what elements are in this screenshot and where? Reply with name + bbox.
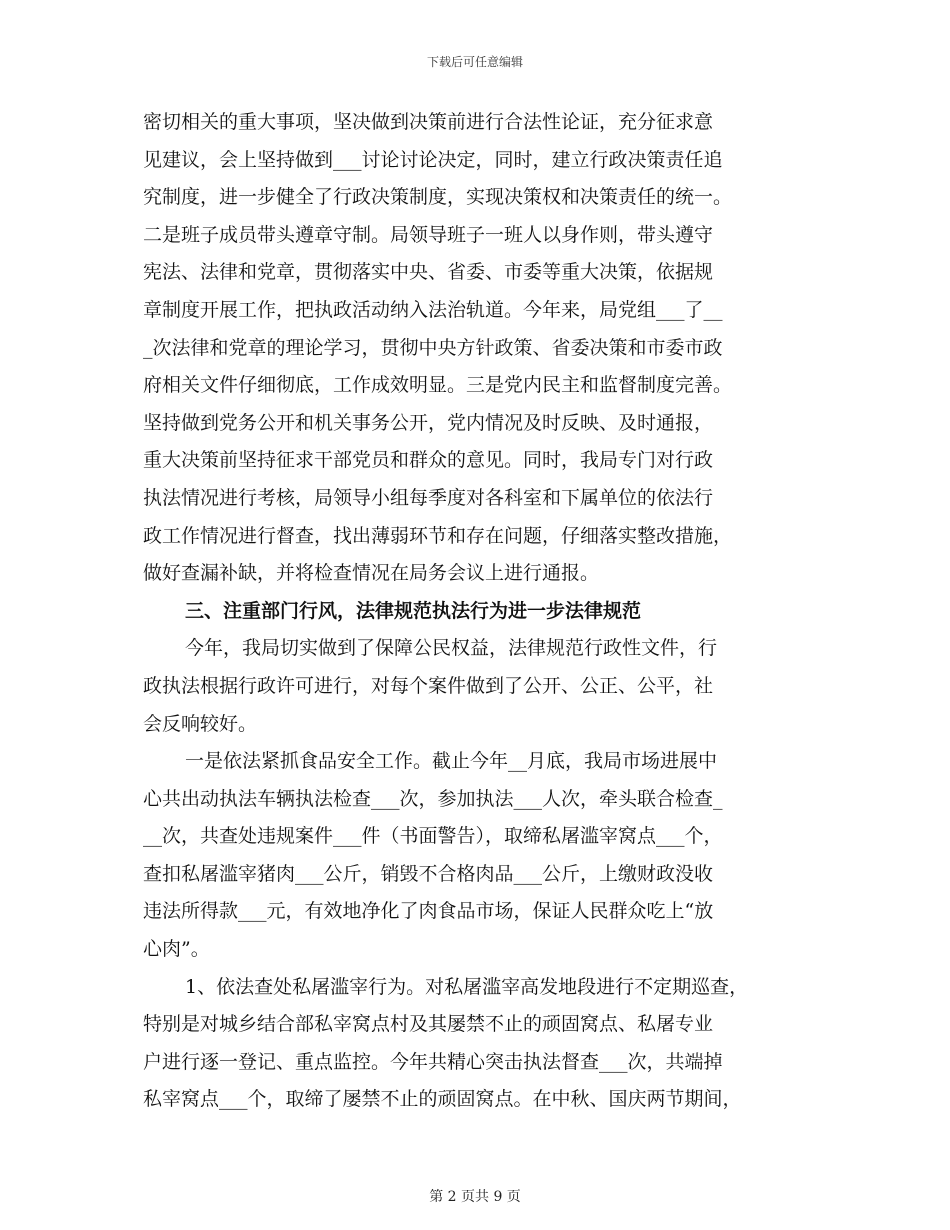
body-line: 二是班子成员带头遵章守制。局领导班子一班人以身作则，带头遵守 (143, 223, 714, 246)
body-line: 章制度开展工作，把执政活动纳入法治轨道。今年来，局党组___了__ (143, 298, 723, 321)
body-line: 私宰窝点___个，取缔了屡禁不止的顽固窝点。在中秋、国庆两节期间， (143, 1088, 742, 1111)
body-line: 做好查漏补缺，并将检查情况在局务会议上进行通报。 (143, 562, 600, 585)
body-line: 会反响较好。 (143, 712, 258, 735)
page-footer: 第 2 页共 9 页 (429, 1189, 521, 1205)
section-heading: 三、注重部门行风，法律规范执法行为进一步法律规范 (185, 599, 642, 622)
page-header: 下载后可任意编辑 (426, 55, 523, 69)
body-line: 府相关文件仔细彻底，工作成效明显。三是党内民主和监督制度完善。 (143, 374, 733, 397)
body-line: 重大决策前坚持征求干部党员和群众的意见。同时，我局专门对行政 (143, 449, 714, 472)
body-line: 宪法、法律和党章，贯彻落实中央、省委、市委等重大决策，依据规 (143, 261, 714, 284)
body-line: 密切相关的重大事项，坚决做到决策前进行合法性论证，充分征求意 (143, 111, 714, 133)
body-line: __次，共查处违规案件___件（书面警告），取缔私屠滥宰窝点___个， (143, 825, 723, 848)
body-line: 心肉”。 (143, 938, 210, 961)
body-line: 政工作情况进行督查，找出薄弱环节和存在问题，仔细落实整改措施， (143, 524, 733, 547)
body-line: 1、依法查处私屠滥宰行为。对私屠滥宰高发地段进行不定期巡查， (185, 975, 749, 998)
body-line: 违法所得款___元，有效地净化了肉食品市场，保证人民群众吃上“放 (143, 900, 714, 923)
document-body (143, 104, 823, 1119)
body-line: 今年，我局切实做到了保障公民权益，法律规范行政性文件，行 (185, 637, 718, 660)
body-line: 特别是对城乡结合部私宰窝点村及其屡禁不止的顽固窝点、私屠专业 (143, 1013, 714, 1036)
body-line: 见建议，会上坚持做到___讨论讨论决定，同时，建立行政决策责任追 (143, 148, 723, 171)
body-line: 究制度，进一步健全了行政决策制度，实现决策权和决策责任的统一。 (143, 186, 733, 209)
body-line: 坚持做到党务公开和机关事务公开，党内情况及时反映、及时通报， (143, 411, 714, 434)
body-line: 心共出动执法车辆执法检查___次，参加执法___人次，牵头联合检查_ (143, 787, 723, 810)
body-line: _次法律和党章的理论学习，贯彻中央方针政策、省委决策和市委市政 (143, 336, 723, 359)
body-line: 政执法根据行政许可进行，对每个案件做到了公开、公正、公平，社 (143, 674, 714, 697)
body-line: 查扣私屠滥宰猪肉___公斤，销毁不合格肉品___公斤，上缴财政没收 (143, 862, 714, 885)
body-line: 执法情况进行考核，局领导小组每季度对各科室和下属单位的依法行 (143, 486, 714, 509)
body-line: 一是依法紧抓食品安全工作。截止今年__月底，我局市场进展中 (185, 750, 718, 773)
body-line: 户进行逐一登记、重点监控。今年共精心突击执法督查___次，共端掉 (143, 1050, 723, 1073)
